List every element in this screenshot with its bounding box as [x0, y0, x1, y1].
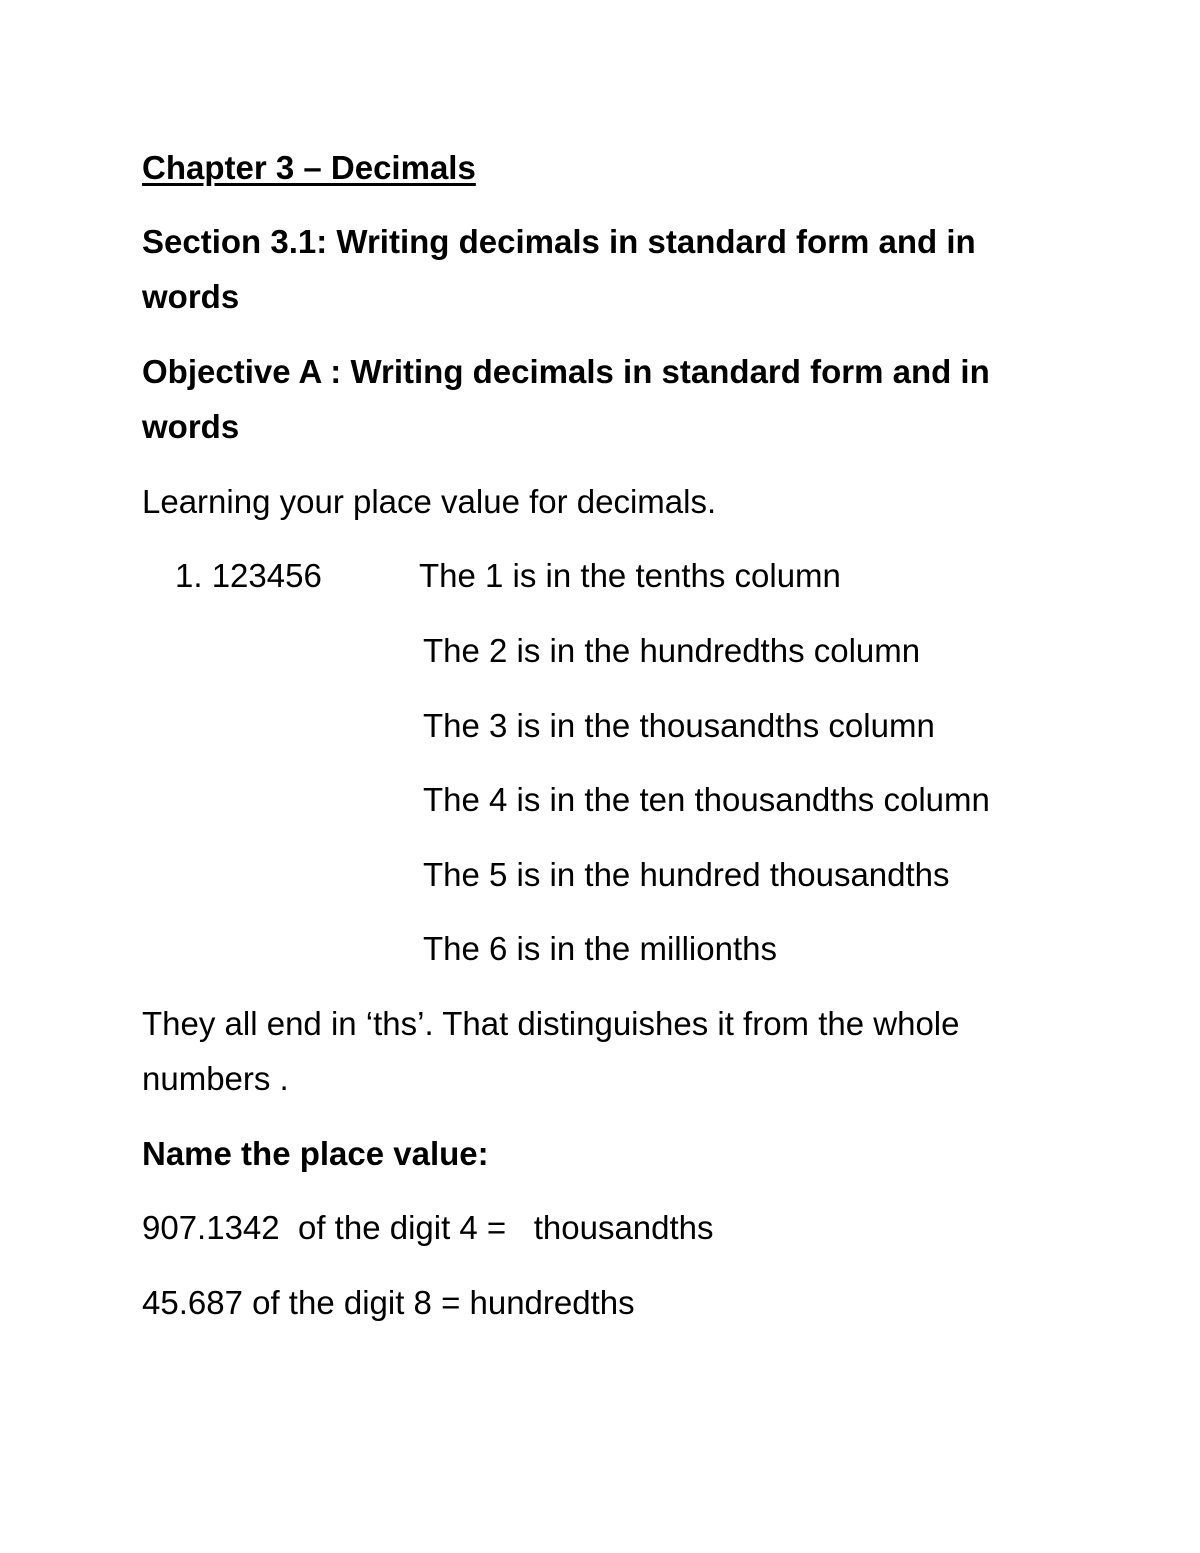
chapter-title: Chapter 3 – Decimals [142, 149, 476, 186]
place-value-item: The 2 is in the hundredths column [423, 632, 921, 669]
place-value-item: The 4 is in the ten thousandths column [423, 781, 990, 818]
place-value-item: The 6 is in the millionths [423, 930, 777, 967]
exercise-item: 907.1342 of the digit 4 = thousandths [142, 1209, 714, 1246]
place-value-item: The 1 is in the tenths column [419, 557, 841, 594]
objective-heading-line-2: words [142, 408, 240, 445]
section-heading-line-2: words [142, 278, 240, 315]
example-number: 1. 123456 [175, 557, 322, 594]
exercise-item: 45.687 of the digit 8 = hundredths [142, 1284, 635, 1321]
note-line-1: They all end in ‘ths’. That distinguishes it from the whole [142, 1005, 960, 1042]
section-heading-line-1: Section 3.1: Writing decimals in standard form and in [142, 223, 976, 260]
exercise-heading: Name the place value: [142, 1135, 489, 1172]
objective-heading-line-1: Objective A : Writing decimals in standard form and in [142, 353, 990, 390]
place-value-item: The 3 is in the thousandths column [423, 707, 935, 744]
note-line-2: numbers . [142, 1060, 289, 1097]
place-value-item: The 5 is in the hundred thousandths [423, 856, 950, 893]
intro-text: Learning your place value for decimals. [142, 483, 717, 520]
